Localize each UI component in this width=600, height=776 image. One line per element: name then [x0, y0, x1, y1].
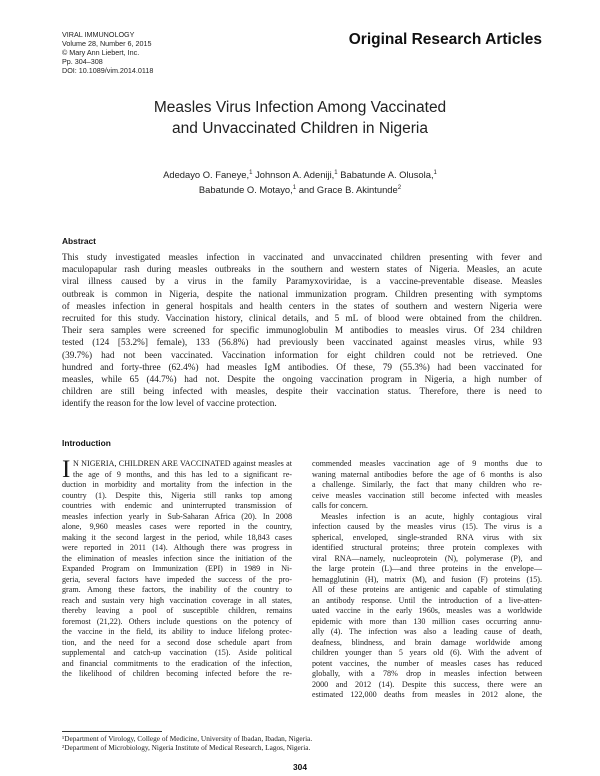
footnote-1: ¹Department of Virology, College of Medicine, University of Ibadan, Ibadan, Nigeria.: [62, 734, 313, 743]
body-line: 2000 and 2012 (14). Despite this success, there were an: [312, 679, 542, 689]
body-line: epidemic with more than 130 million cases occurring annu-: [312, 616, 542, 626]
body-line: measles infection yearly in Sub-Saharan Africa (20). In 2008: [62, 511, 292, 521]
body-line: the elimination of measles infection since the initiation of the: [62, 553, 292, 563]
journal-meta: [62, 30, 153, 75]
body-line: reach and sustain very high vaccination coverage in all states,: [62, 595, 292, 605]
body-line: thereby leaving a pool of susceptible children, remains: [62, 606, 292, 615]
abstract-line: (39.7%) had not been vaccinated. Vaccination information for eight children could not be retrieved. One: [62, 350, 542, 361]
journal-copyright: © Mary Ann Liebert, Inc.: [62, 48, 140, 57]
author-5: and Grace B. Akintunde: [298, 184, 398, 195]
body-line: an antibody response. Until the introduction of a live-atten-: [312, 595, 542, 605]
author-5-affiliation: 2: [397, 184, 402, 191]
author-line-2: [62, 182, 538, 197]
author-3: Babatunde A. Olusola,: [340, 169, 434, 180]
body-line: the large protein (L)—and three proteins in the envelope—: [312, 564, 542, 573]
abstract-line: recruited for this study. Vaccination history, clinical details, and 5 mL of blood were obtained from the children.: [62, 314, 542, 325]
left-column: [62, 456, 292, 680]
title-line-1: Measles Virus Infection Among Vaccinated: [153, 99, 447, 116]
introduction-heading: Introduction: [62, 438, 111, 448]
abstract-line: This study investigated measles infection in vaccinated and unvaccinated children presenting with fever and: [62, 253, 542, 263]
author-2: Johnson A. Adeniji,: [255, 169, 335, 180]
author-line-1: [62, 167, 538, 182]
body-line: countries with endemic and uninterrupted transmission of: [62, 501, 292, 510]
body-line: globally, with a 78% drop in measles infection between: [312, 669, 542, 678]
body-line: geria, several factors have impeded the success of the pro-: [62, 574, 292, 584]
body-line: N NIGERIA, CHILDREN ARE VACCINATED against measles at: [73, 459, 292, 468]
body-line: a challenge. Similarly, the fact that many children who re-: [312, 480, 542, 489]
body-line: the likelihood of children becoming infected before the re-: [62, 669, 292, 678]
body-line: commended measles vaccination age of 9 months due to: [312, 459, 542, 468]
page-number: 304: [293, 762, 307, 772]
author-4-affiliation: 1: [292, 184, 297, 191]
body-line: All of these proteins are antigenic and capable of stimulating: [312, 585, 542, 594]
body-line: uated vaccine in the early 1960s, measles was a worldwide: [312, 606, 542, 615]
body-line: foremost (21,22). Others include questions on the potency of: [62, 616, 292, 626]
journal-doi: DOI: 10.1089/vim.2014.0118: [62, 66, 154, 75]
right-column: [312, 459, 542, 701]
journal-pages: Pp. 304–308: [62, 57, 103, 66]
body-line: making it the second largest in the period, while 18,843 cases: [62, 532, 292, 542]
author-4: Babatunde O. Motayo,: [198, 184, 293, 195]
body-line: gram. Among these factors, the inability of the country to: [62, 585, 292, 594]
abstract-line: Their sera samples were screened for specific immunoglobulin M antibodies to measles virus. Of 234 children: [62, 326, 542, 337]
body-line: calls for concern.: [312, 501, 368, 510]
body-line: were reported in 2011 (14). Although there was progress in: [62, 543, 292, 552]
body-line: viral RNA—namely, nucleoprotein (N), polymerase (P), and: [312, 553, 542, 563]
body-line: the age of 9 months, and this has led to a significant re-: [73, 469, 292, 479]
body-line: ally (4). The infection was also a leading cause of death,: [312, 627, 542, 636]
abstract-line: tested (124 [53.2%] female), 133 (56.8%) had previously been vaccinated against measles virus, while 93: [62, 338, 542, 349]
body-line: estimated 122,000 deaths from measles in 2012 alone, the: [312, 690, 542, 699]
section-label: Original Research Articles: [348, 31, 542, 48]
author-3-affiliation: 1: [433, 169, 437, 176]
author-1-affiliation: 1: [249, 169, 253, 176]
body-line: potent vaccines, the number of measles cases has reduced: [312, 658, 542, 668]
article-title: [62, 97, 538, 139]
journal-volume-issue: Volume 28, Number 6, 2015: [62, 39, 152, 48]
footnote-2: ²Department of Microbiology, Nigeria Institute of Medical Research, Lagos, Nigeria.: [62, 743, 311, 753]
abstract-line: outbreak is common in Nigeria, despite the national immunization program. Children presenting with symptoms: [62, 289, 542, 300]
abstract-line: viral illness caused by a virus in the family Paramyxoviridae, is a vaccine-preventable disease. Measles: [62, 277, 542, 288]
footnotes: [62, 734, 312, 753]
body-line: country (1). Despite this, Nigeria still ranks top among: [62, 490, 292, 500]
abstract-line: maculopapular rash during measles outbreaks in the southern and western states of Nigeria. Measles, an acute: [62, 265, 542, 276]
body-line: and financial commitments to the eradication of the infection,: [62, 658, 292, 668]
abstract-line: of measles infection in general hospitals and health centers in the states of southern and western Nigeria were: [62, 301, 542, 312]
body-line: deafness, blindness, and brain damage worldwide among: [312, 637, 542, 647]
abstract-body: [62, 252, 542, 411]
body-line: infection caused by the measles virus (15). The virus is a: [312, 522, 542, 531]
body-line: identified structural proteins; three protein complexes with: [312, 543, 542, 552]
body-line: alone, 9,960 measles cases were reported in the country,: [62, 522, 292, 531]
drop-cap: I: [62, 456, 71, 483]
body-line: spherical, enveloped, single-stranded RNA virus with six: [312, 532, 542, 542]
body-line: tion, and the need for a second dose schedule apart from: [62, 637, 292, 647]
abstract-line: hundred and forty-three (62.4%) had measles IgM antibodies. Of these, 79 (55.3%) had been vaccinated for: [62, 362, 542, 373]
body-line: supplemental and catch-up vaccination (15). Aside political: [62, 648, 292, 657]
body-line: ceive measles vaccination still become infected with measles: [312, 490, 542, 500]
body-line: duction in morbidity and mortality from the infection in the: [62, 480, 292, 489]
journal-name: VIRAL IMMUNOLOGY: [62, 30, 135, 39]
author-list: [62, 167, 538, 197]
author-2-affiliation: 1: [334, 169, 338, 176]
title-line-2: and Unvaccinated Children in Nigeria: [172, 120, 428, 137]
author-1: Adedayo O. Faneye,: [163, 169, 250, 180]
abstract-line: identify the reason for the low level of vaccine protection.: [62, 399, 277, 410]
footnote-rule: [62, 731, 162, 732]
body-line: Expanded Program on Immunization (EPI) in 1989 in Ni-: [62, 564, 292, 573]
abstract-line: children are still being infected with measles, despite their vaccination status. Therefore, there is need to: [62, 387, 542, 398]
body-line: hemagglutinin (H), matrix (M), and fusion (F) proteins (15).: [312, 574, 542, 584]
abstract-line: measles, while 65 (44.7%) had not. Despite the ongoing vaccination program in Nigeria, a high number of: [62, 375, 542, 386]
body-line: children younger than 5 years old (6). With the advent of: [312, 648, 542, 657]
body-line: waning maternal antibodies before the age of 6 months is also: [312, 469, 542, 479]
body-line: Measles infection is an acute, highly contagious viral: [321, 511, 542, 521]
abstract-heading: Abstract: [62, 236, 96, 246]
body-line: the vaccine in the field, its ability to induce lifelong protec-: [62, 627, 292, 636]
